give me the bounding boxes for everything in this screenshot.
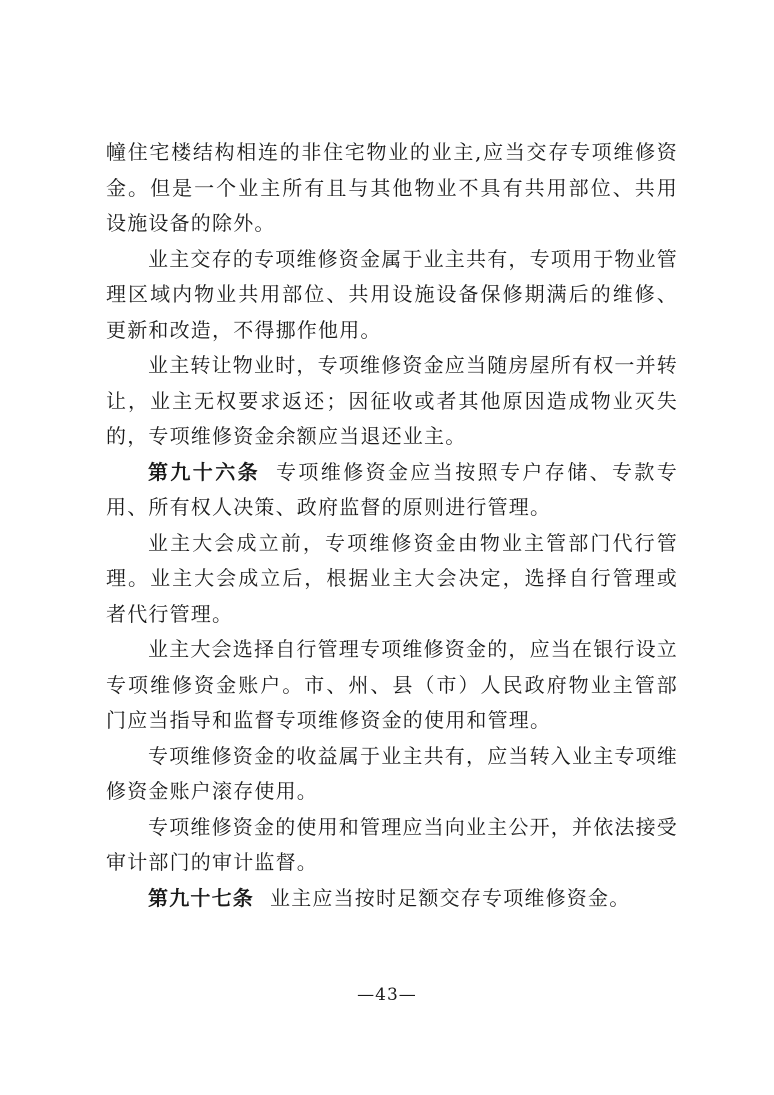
paragraph-text: 专项维修资金的使用和管理应当向业主公开，并依法接受审计部门的审计监督。 [106, 814, 678, 874]
paragraph-6 [106, 632, 678, 739]
paragraph-8 [106, 810, 678, 881]
paragraph-text: 幢住宅楼结构相连的非住宅物业的业主,应当交存专项维修资金。但是一个业主所有且与其他物业不具有共用部位、共用设施设备的除外。 [106, 140, 678, 235]
page-number: —43— [357, 985, 417, 1005]
paragraph-3 [106, 348, 678, 455]
body-text [106, 135, 678, 916]
paragraph-2 [106, 242, 678, 349]
paragraph-text: 专项维修资金应当按照专户存储、专款专用、所有权人决策、政府监督的原则进行管理。 [106, 459, 678, 519]
article-97 [106, 881, 678, 917]
paragraph-text: 业主大会成立前，专项维修资金由物业主管部门代行管理。业主大会成立后，根据业主大会决定，选择自行管理或者代行管理。 [106, 530, 678, 626]
article-96 [106, 455, 678, 526]
paragraph-text: 专项维修资金的收益属于业主共有，应当转入业主专项维修资金账户滚存使用。 [106, 743, 678, 803]
paragraph-text: 业主大会选择自行管理专项维修资金的，应当在银行设立专项维修资金账户。市、州、县（市）人民政府物业主管部门应当指导和监督专项维修资金的使用和管理。 [106, 637, 678, 732]
paragraph-7 [106, 739, 678, 810]
paragraph-text: 业主应当按时足额交存专项维修资金。 [270, 885, 631, 910]
article-heading: 第九十七条 [148, 885, 254, 910]
paragraph-text: 业主转让物业时，专项维修资金应当随房屋所有权一并转让，业主无权要求返还；因征收或者其他原因造成物业灭失的，专项维修资金余额应当退还业主。 [106, 353, 678, 448]
paragraph-1 [106, 135, 678, 242]
article-heading: 第九十六条 [148, 459, 260, 484]
paragraph-5 [106, 526, 678, 633]
paragraph-text: 业主交存的专项维修资金属于业主共有，专项用于物业管理区域内物业共用部位、共用设施设备保修期满后的维修、更新和改造，不得挪作他用。 [106, 246, 678, 342]
